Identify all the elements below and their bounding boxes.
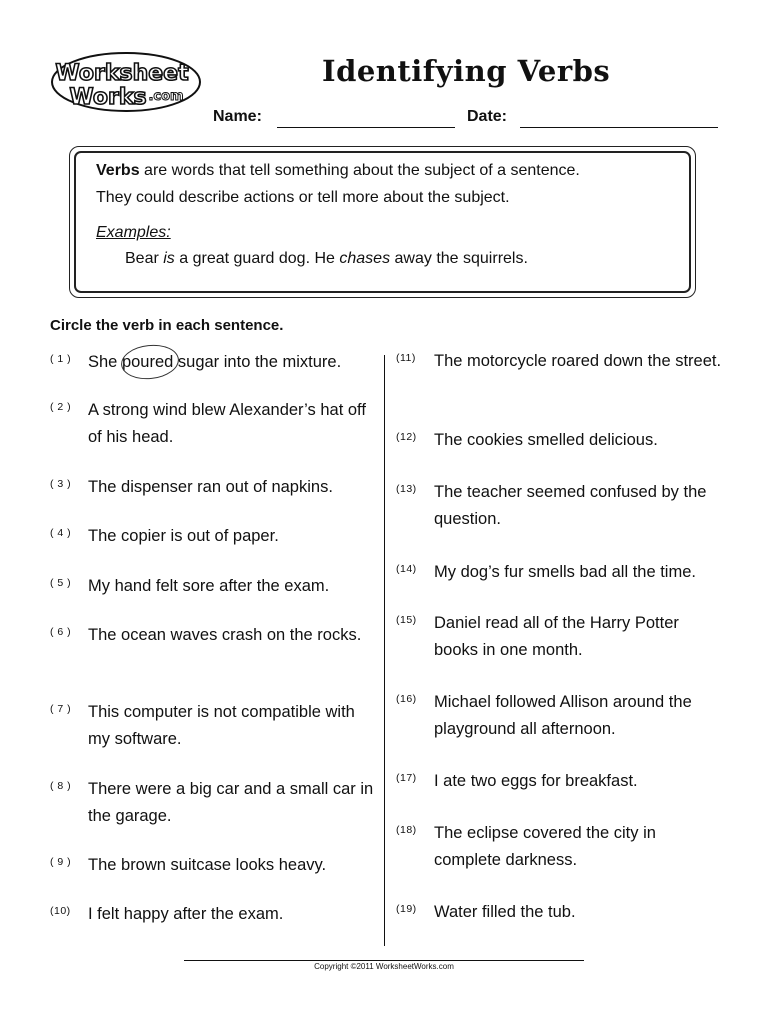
question-number: (15) [396,614,417,626]
date-label: Date: [467,108,508,125]
page-title: Identifying Verbs [322,54,611,88]
name-label: Name: [213,108,262,125]
examples-label: Examples: [96,224,171,241]
question-text: A strong wind blew Alexander’s hat off of his head. [88,401,366,446]
question-number: ( 6 ) [50,626,72,638]
question-number: ( 3 ) [50,478,72,490]
question-text: My dog’s fur smells bad all the time. [434,563,696,581]
question-text: She poured sugar into the mixture. [88,353,342,371]
question-number: ( 5 ) [50,577,72,589]
instructions: Circle the verb in each sentence. [50,317,284,334]
question-text: Water filled the tub. [434,903,576,921]
question-text: The copier is out of paper. [88,527,279,545]
logo-text-line2: Works [69,85,147,110]
question-text: The eclipse covered the city in complete darkness. [434,824,656,869]
question-number: (14) [396,563,417,575]
question-number: (11) [396,352,416,364]
question-text: The motorcycle roared down the street. [434,352,722,370]
example-verb: is [163,250,175,267]
question-number: (19) [396,903,417,915]
name-field-line[interactable] [277,127,455,128]
question-text: My hand felt sore after the exam. [88,577,330,595]
copyright-notice: Copyright ©2011 WorksheetWorks.com [314,962,454,971]
column-divider [384,355,385,946]
question-number: (12) [396,431,417,443]
question-text: I felt happy after the exam. [88,905,284,923]
logo-text-suffix: .com [148,89,184,104]
example-verb: chases [339,250,391,267]
question-number: (10) [50,905,71,917]
example-sentence [125,250,528,268]
footer-divider [184,960,584,961]
question-text: The brown suitcase looks heavy. [88,856,327,874]
question-text: This computer is not compatible with my software. [88,703,355,748]
definition-text: are words that tell something about the subject of a sentence. [139,162,580,179]
info-box-definition [96,162,580,180]
question-text: The cookies smelled delicious. [434,431,658,449]
question-number: (17) [396,772,417,784]
logo-text-line1: Worksheet [55,61,189,86]
verbs-term: Verbs [96,162,140,179]
question-number: ( 8 ) [50,780,72,792]
question-number: (18) [396,824,417,836]
question-text: There were a big car and a small car in the garage. [88,780,374,825]
question-text: The teacher seemed confused by the question. [434,483,707,528]
date-field-line[interactable] [520,127,718,128]
example-part: Bear [125,250,164,267]
question-text: Daniel read all of the Harry Potter books in one month. [434,614,679,659]
question-number: (13) [396,483,417,495]
question-number: ( 1 ) [50,353,72,365]
question-text: I ate two eggs for breakfast. [434,772,638,790]
example-part: away the squirrels. [390,250,528,267]
question-text: The dispenser ran out of napkins. [88,478,333,496]
worksheetworks-logo [50,50,202,114]
question-text: The ocean waves crash on the rocks. [88,626,362,644]
example-part: a great guard dog. He [174,250,340,267]
info-box-description: They could describe actions or tell more about the subject. [96,189,510,206]
question-number: ( 7 ) [50,703,72,715]
question-text: Michael followed Allison around the playground all afternoon. [434,693,692,738]
question-number: ( 9 ) [50,856,72,868]
question-number: (16) [396,693,417,705]
question-number: ( 4 ) [50,527,72,539]
question-number: ( 2 ) [50,401,72,413]
